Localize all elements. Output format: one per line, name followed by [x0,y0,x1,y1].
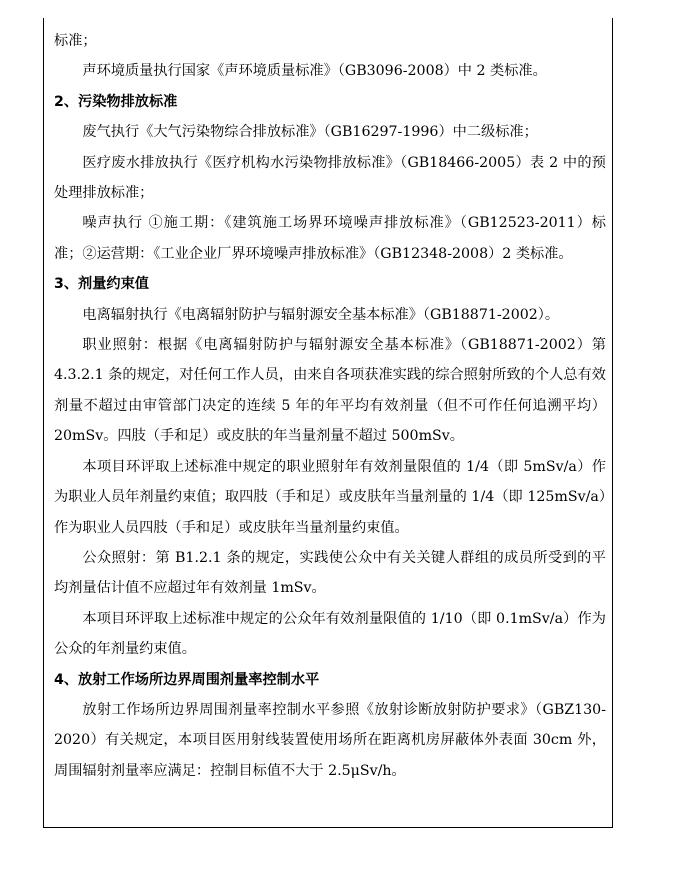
section-heading-dose-constraint: 3、剂量约束值 [54,276,149,293]
paragraph-public-exposure: 公众照射：第 B1.2.1 条的规定，实践使公众中有关关键人群组的成员所受到的平均剂量估计值不应超过年有效剂量 1mSv。 [54,549,606,597]
paragraph-noise: 噪声执行 ①施工期：《建筑施工场界环境噪声排放标准》（GB12523-2011）标准；②运营期：《工业企业厂界环境噪声排放标准》（GB12348-2008）2 类标准。 [54,215,606,262]
section-heading-dose-rate-control: 4、放射工作场所边界周围剂量率控制水平 [54,671,320,688]
paragraph-medical-wastewater: 医疗废水排放执行《医疗机构水污染物排放标准》（GB18466-2005）表 2 中的预处理排放标准； [54,154,606,202]
paragraph-public-constraint: 本项目环评取上述标准中规定的公众年有效剂量限值的 1/10（即 0.1mSv/a）作为公众的年剂量约束值。 [54,610,606,658]
paragraph-ionizing-radiation: 电离辐射执行《电离辐射防护与辐射源安全基本标准》（GB18871-2002）。 [82,306,560,323]
paragraph-exhaust-gas: 废气执行《大气污染物综合排放标准》（GB16297-1996）中二级标准； [82,124,538,141]
paragraph-acoustic-standard: 声环境质量执行国家《声环境质量标准》（GB3096-2008）中 2 类标准。 [82,63,547,80]
paragraph-dose-rate-control: 放射工作场所边界周围剂量率控制水平参照《放射诊断放射防护要求》（GBZ130-2020）有关规定，本项目医用射线装置使用场所在距离机房屏蔽体外表面 30cm 外，周围辐射剂量率应满足：控制目标值不大于 2.5μSv/h。 [54,701,606,779]
paragraph-standard-tail: 标准； [54,33,97,49]
document-body [54,26,606,786]
paragraph-occupational-constraint: 本项目环评取上述标准中规定的职业照射年有效剂量限值的 1/4（即 5mSv/a）作为职业人员年剂量约束值；取四肢（手和足）或皮肤年当量剂量的 1/4（即 125mSv/a）作为职业人员四肢（手和足）或皮肤年当量剂量约束值。 [54,458,606,536]
paragraph-occupational-exposure: 职业照射：根据《电离辐射防护与辐射源安全基本标准》（GB18871-2002）第 4.3.2.1 条的规定，对任何工作人员，由来自各项获准实践的综合照射所致的个人总有效剂量不超过由审管部门决定的连续 5 年的年平均有效剂量（但不可作任何追溯平均）20mSv。四肢（手和足）或皮肤的年当量剂量不超过 500mSv。 [54,337,606,445]
section-heading-emission-standards: 2、污染物排放标准 [54,93,178,110]
